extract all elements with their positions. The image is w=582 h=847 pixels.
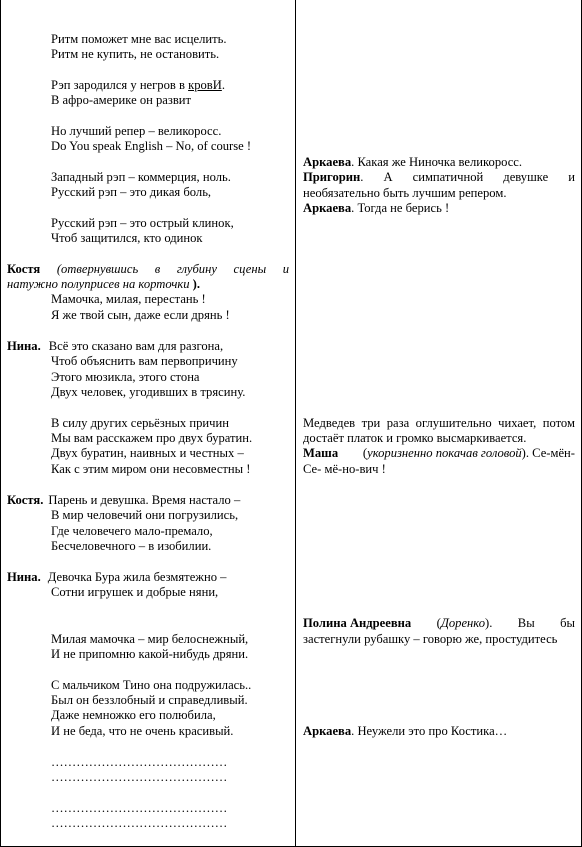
- verse-line: Do You speak English – No, of course !: [51, 139, 252, 153]
- verse-line: Мы вам расскажем про двух буратин.: [51, 431, 253, 445]
- speaker-name: Нина.: [7, 570, 41, 584]
- verse-line: Я же твой сын, даже если дрянь !: [51, 308, 230, 322]
- remark-line: Аркаева. Неужели это про Костика…: [303, 724, 508, 738]
- verse-line: В афро-америке он развит: [51, 93, 192, 107]
- underlined-word: кровИ: [188, 78, 222, 92]
- verse-line: Рэп зародился у негров в кровИ.: [51, 78, 226, 92]
- verse-line: В мир человечий они погрузились,: [51, 508, 239, 522]
- verse-line: Милая мамочка – мир белоснежный,: [51, 632, 249, 646]
- verse-line: Западный рэп – коммерция, ноль.: [51, 170, 231, 184]
- verse-line: И не припомню какой-нибудь дряни.: [51, 647, 249, 661]
- remark-line: Полина Андреевна (Доренко). Вы бы: [303, 616, 575, 630]
- remark-line: Пригорин. А симпатичной девушке и: [303, 170, 575, 184]
- remark-line: Медведев три раза оглушительно чихает, потом: [303, 416, 575, 430]
- verse-line: С мальчиком Тино она подружилась..: [51, 678, 252, 692]
- verse-line: Двух буратин, наивных и честных –: [51, 446, 244, 460]
- speaker-name: Костя: [7, 262, 41, 276]
- stage-direction-line: Костя (отвернувшись в глубину сцены и: [7, 262, 289, 276]
- ellipsis-line: ……………………………………: [51, 801, 228, 815]
- ellipsis-line: ……………………………………: [51, 770, 228, 784]
- verse-line: Сотни игрушек и добрые няни,: [51, 585, 219, 599]
- ellipsis-line: ……………………………………: [51, 816, 228, 830]
- verse-line: Костя. Парень и девушка. Время настало –: [7, 493, 241, 507]
- verse-line: Даже немножко его полюбила,: [51, 708, 216, 722]
- speaker-name: Аркаева: [303, 155, 352, 169]
- remark-line: Аркаева. Тогда не берись !: [303, 201, 450, 215]
- remark-line: достаёт платок и громко высмаркивается.: [303, 431, 527, 445]
- verse-line: Русский рэп – это дикая боль,: [51, 185, 212, 199]
- column-divider: [295, 0, 296, 847]
- verse-line: Но лучший репер – великоросс.: [51, 124, 222, 138]
- verse-line: Чтоб объяснить вам первопричину: [51, 354, 238, 368]
- verse-line: И не беда, что не очень красивый.: [51, 724, 234, 738]
- stage-direction-line: натужно полуприсев на корточки ).: [7, 277, 201, 291]
- verse-line: Нина. Всё это сказано вам для разгона,: [7, 339, 224, 353]
- ellipsis-line: ……………………………………: [51, 755, 228, 769]
- remark-line: необязательно быть лучшим репером.: [303, 186, 507, 200]
- verse-line: Бесчеловечного – в изобилии.: [51, 539, 212, 553]
- verse-line: Чтоб защитился, кто одинок: [51, 231, 203, 245]
- verse-line: В силу других серьёзных причин: [51, 416, 229, 430]
- verse-line: Ритм не купить, не остановить.: [51, 47, 220, 61]
- speaker-name: Аркаева: [303, 201, 352, 215]
- speaker-name: Нина.: [7, 339, 41, 353]
- verse-line: Где человечего мало-премало,: [51, 524, 213, 538]
- verse-line: Был он беззлобный и справедливый.: [51, 693, 248, 707]
- speaker-name: Пригорин: [303, 170, 361, 184]
- remark-line: Се- мё-но-вич !: [303, 462, 386, 476]
- speaker-name: Аркаева: [303, 724, 352, 738]
- speaker-name: Полина Андреевна: [303, 616, 412, 630]
- verse-line: Мамочка, милая, перестань !: [51, 292, 206, 306]
- speaker-name: Маша: [303, 446, 339, 460]
- verse-line: Ритм поможет мне вас исцелить.: [51, 32, 227, 46]
- verse-line: Нина. Девочка Бура жила безмятежно –: [7, 570, 227, 584]
- verse-line: Этого мюзикла, этого стона: [51, 370, 200, 384]
- remark-line: Маша (укоризненно покачав головой). Се-мён-: [303, 446, 575, 460]
- speaker-name: Костя.: [7, 493, 44, 507]
- remark-line: застегнули рубашку – говорю же, простудитесь: [303, 632, 558, 646]
- remark-line: Аркаева. Какая же Ниночка великоросс.: [303, 155, 523, 169]
- verse-line: Двух человек, угодивших в трясину.: [51, 385, 246, 399]
- verse-line: Как с этим миром они несовместны !: [51, 462, 251, 476]
- verse-line: Русский рэп – это острый клинок,: [51, 216, 234, 230]
